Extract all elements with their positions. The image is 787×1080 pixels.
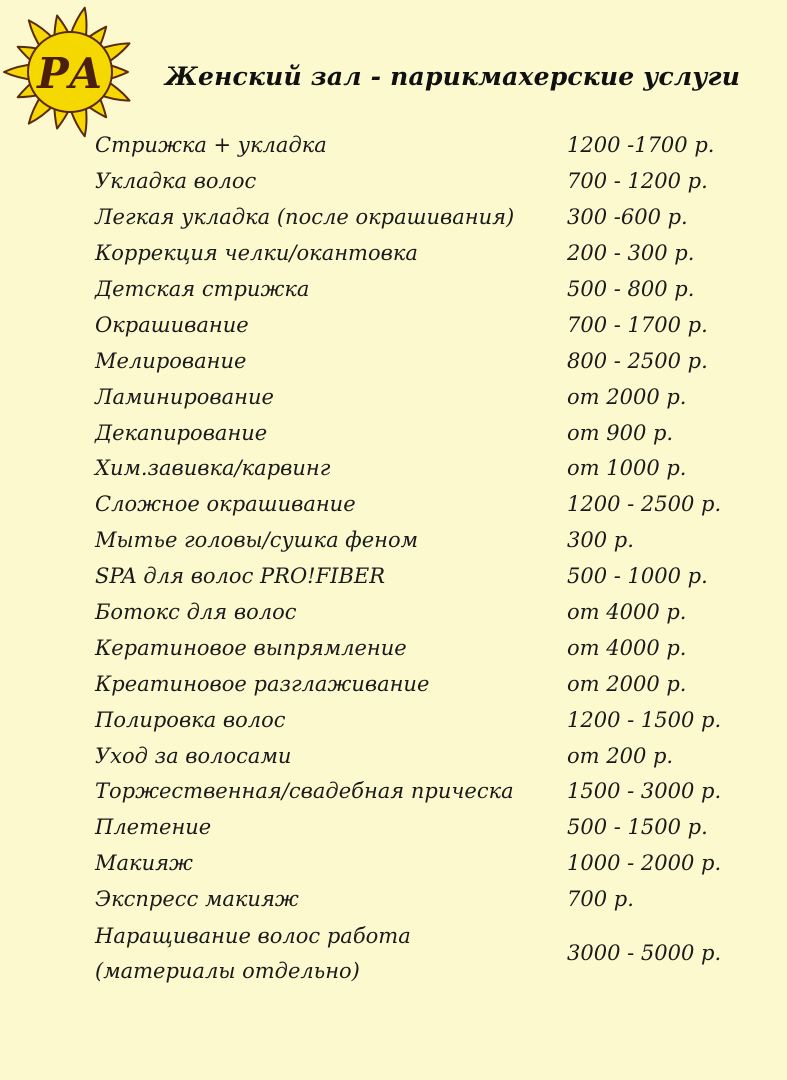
list-item bbox=[95, 774, 755, 810]
service-name: Полировка волос bbox=[95, 707, 286, 732]
service-name: Стрижка + укладка bbox=[95, 133, 327, 158]
service-price: от 2000 р. bbox=[567, 384, 687, 409]
service-name bbox=[95, 919, 567, 989]
service-name: SPA для волос PRO!FIBER bbox=[95, 564, 386, 589]
service-price: 300 р. bbox=[567, 528, 634, 553]
service-name: Креатиновое разглаживание bbox=[95, 671, 430, 696]
list-item bbox=[95, 415, 755, 451]
service-name: Уход за волосами bbox=[95, 743, 292, 768]
service-name: Хим.завивка/карвинг bbox=[95, 456, 331, 481]
list-item bbox=[95, 738, 755, 774]
service-price: 700 - 1700 р. bbox=[567, 312, 708, 337]
service-price: от 900 р. bbox=[567, 420, 674, 445]
list-item bbox=[95, 451, 755, 487]
service-price: 3000 - 5000 р. bbox=[567, 941, 722, 966]
service-name: Экспресс макияж bbox=[95, 887, 299, 912]
service-price: 300 -600 р. bbox=[567, 205, 688, 230]
list-item bbox=[95, 379, 755, 415]
service-price: 500 - 1500 р. bbox=[567, 815, 708, 840]
service-name: Мелирование bbox=[95, 348, 247, 373]
list-item bbox=[95, 164, 755, 200]
list-item bbox=[95, 595, 755, 631]
service-price: 1200 - 2500 р. bbox=[567, 492, 722, 517]
sun-logo-icon bbox=[0, 0, 145, 140]
service-name: Окрашивание bbox=[95, 312, 249, 337]
list-item bbox=[95, 343, 755, 379]
price-list bbox=[95, 128, 755, 990]
service-name: Укладка волос bbox=[95, 169, 257, 194]
list-item bbox=[95, 630, 755, 666]
service-price: 500 - 1000 р. bbox=[567, 564, 708, 589]
service-name: Торжественная/свадебная прическа bbox=[95, 779, 514, 804]
list-item bbox=[95, 200, 755, 236]
service-price: 700 р. bbox=[567, 887, 634, 912]
service-price: 1200 -1700 р. bbox=[567, 133, 715, 158]
list-item bbox=[95, 810, 755, 846]
service-name: Легкая укладка (после окрашивания) bbox=[95, 205, 515, 230]
service-price: 800 - 2500 р. bbox=[567, 348, 708, 373]
service-name: Ламинирование bbox=[95, 384, 274, 409]
service-name: Плетение bbox=[95, 815, 212, 840]
service-price: от 200 р. bbox=[567, 743, 674, 768]
service-name: Мытье головы/сушка феном bbox=[95, 528, 419, 553]
service-price: 1000 - 2000 р. bbox=[567, 851, 722, 876]
service-name: Кератиновое выпрямление bbox=[95, 635, 407, 660]
service-price: 1200 - 1500 р. bbox=[567, 707, 722, 732]
list-item bbox=[95, 846, 755, 882]
list-item bbox=[95, 882, 755, 918]
service-name: Коррекция челки/окантовка bbox=[95, 241, 418, 266]
page-title: Женский зал - парикмахерские услуги bbox=[165, 62, 741, 91]
list-item bbox=[95, 128, 755, 164]
service-name: Детская стрижка bbox=[95, 277, 310, 301]
service-price: 200 - 300 р. bbox=[567, 241, 695, 266]
service-price: 700 - 1200 р. bbox=[567, 169, 708, 194]
service-price: от 4000 р. bbox=[567, 600, 687, 625]
list-item bbox=[95, 918, 755, 990]
service-name: Сложное окрашивание bbox=[95, 492, 356, 517]
service-price: от 2000 р. bbox=[567, 671, 687, 696]
service-name: Макияж bbox=[95, 851, 193, 876]
list-item bbox=[95, 666, 755, 702]
list-item bbox=[95, 559, 755, 595]
service-price: 500 - 800 р. bbox=[567, 277, 695, 301]
list-item bbox=[95, 307, 755, 343]
service-price: 1500 - 3000 р. bbox=[567, 779, 722, 804]
list-item bbox=[95, 487, 755, 523]
service-price: от 1000 р. bbox=[567, 456, 687, 481]
service-name: Декапирование bbox=[95, 420, 268, 445]
service-name: Ботокс для волос bbox=[95, 600, 297, 625]
list-item bbox=[95, 236, 755, 272]
service-name-line-1: Наращивание волос работа bbox=[95, 923, 411, 948]
list-item bbox=[95, 272, 755, 308]
list-item bbox=[95, 702, 755, 738]
service-price: от 4000 р. bbox=[567, 635, 687, 660]
service-name-line-2: (материалы отдельно) bbox=[95, 958, 360, 983]
logo-letters: РА bbox=[37, 49, 103, 98]
list-item bbox=[95, 523, 755, 559]
